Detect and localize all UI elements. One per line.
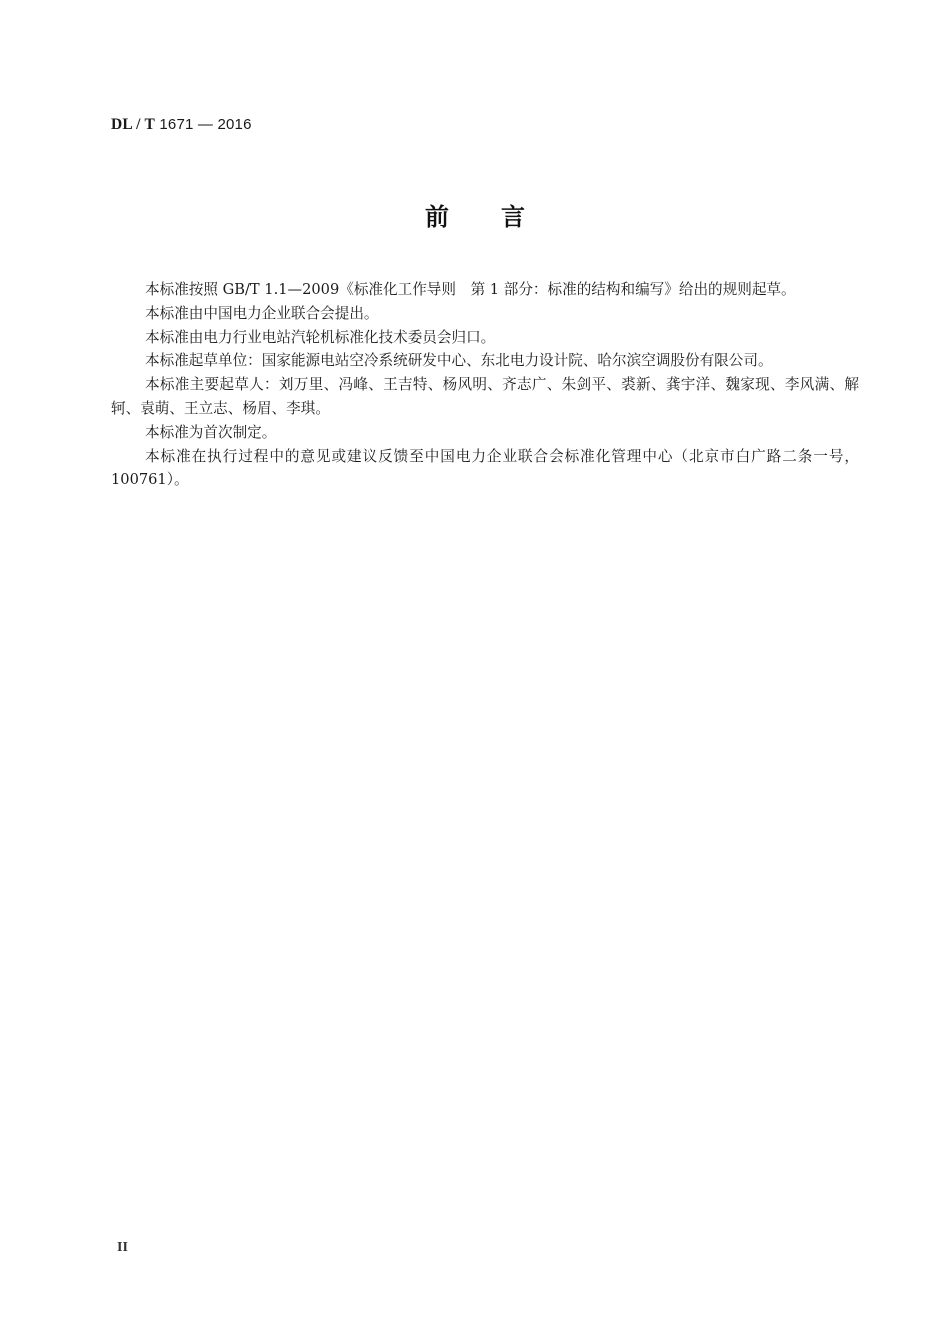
paragraph-first-edition: 本标准为首次制定。 — [145, 423, 277, 441]
paragraph-centralized-by: 本标准由电力行业电站汽轮机标准化技术委员会归口。 — [145, 328, 496, 346]
paragraph-drafting-organizations: 本标准起草单位：国家能源电站空冷系统研发中心、东北电力设计院、哈尔滨空调股份有限公司。 — [145, 352, 773, 370]
paragraph-proposed-by: 本标准由中国电力企业联合会提出。 — [145, 304, 379, 322]
page-number: II — [117, 1240, 128, 1255]
page-title-char-1: 前 — [425, 203, 449, 231]
paragraph-main-drafters: 本标准主要起草人：刘万里、冯峰、王吉特、杨风明、齐志广、朱剑平、裘新、龚宇洋、魏家现、李风满、解轲、袁萌、王立志、杨眉、李琪。 — [111, 376, 859, 417]
foreword-body — [111, 278, 859, 492]
standard-code — [111, 116, 252, 134]
standard-code-prefix: DL / T — [111, 116, 155, 133]
page-title — [0, 197, 950, 232]
page-title-char-2: 言 — [501, 203, 525, 231]
paragraph-drafting-rules: 本标准按照 GB/T 1.1—2009《标准化工作导则 第 1 部分：标准的结构和编写》给出的规则起草。 — [145, 281, 796, 298]
standard-code-number: 1671 — 2016 — [155, 116, 252, 133]
paragraph-feedback-contact: 本标准在执行过程中的意见或建议反馈至中国电力企业联合会标准化管理中心（北京市白广路二条一号，100761）。 — [111, 447, 859, 489]
